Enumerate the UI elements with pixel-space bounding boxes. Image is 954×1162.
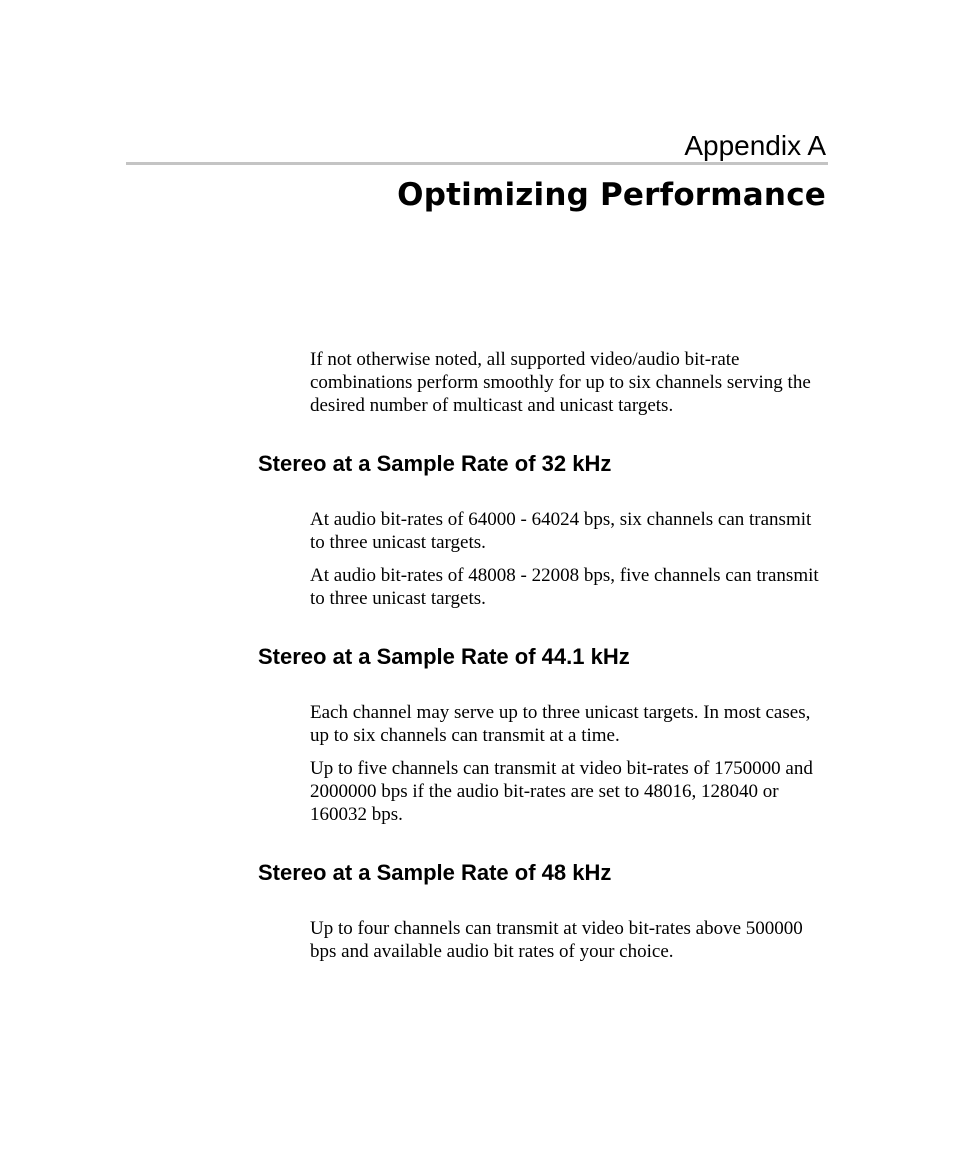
- appendix-label: Appendix A: [684, 130, 826, 161]
- page-content: [258, 348, 828, 973]
- section-48khz: [258, 860, 828, 963]
- section-heading: Stereo at a Sample Rate of 48 kHz: [258, 860, 612, 885]
- chapter-title: Optimizing Performance: [397, 177, 826, 213]
- section-paragraph: At audio bit-rates of 64000 - 64024 bps, six channels can transmit to three unicast targets.: [310, 509, 812, 553]
- section-paragraph: At audio bit-rates of 48008 - 22008 bps, five channels can transmit to three unicast targets.: [310, 565, 819, 609]
- section-44khz: [258, 644, 828, 826]
- section-paragraph: Up to four channels can transmit at video bit-rates above 500000 bps and available audio bit rates of your choice.: [310, 918, 803, 962]
- section-paragraph: Each channel may serve up to three unicast targets. In most cases, up to six channels can transmit at a time.: [310, 702, 811, 746]
- section-32khz: [258, 451, 828, 610]
- header-rule: [126, 162, 828, 165]
- intro-paragraph: If not otherwise noted, all supported video/audio bit-rate combinations perform smoothly for up to six channels serving the desired number of multicast and unicast targets.: [310, 349, 811, 416]
- section-heading: Stereo at a Sample Rate of 32 kHz: [258, 451, 612, 476]
- section-paragraph: Up to five channels can transmit at video bit-rates of 1750000 and 2000000 bps if the audio bit-rates are set to 48016, 128040 or 160032 bps.: [310, 758, 813, 825]
- section-heading: Stereo at a Sample Rate of 44.1 kHz: [258, 644, 630, 669]
